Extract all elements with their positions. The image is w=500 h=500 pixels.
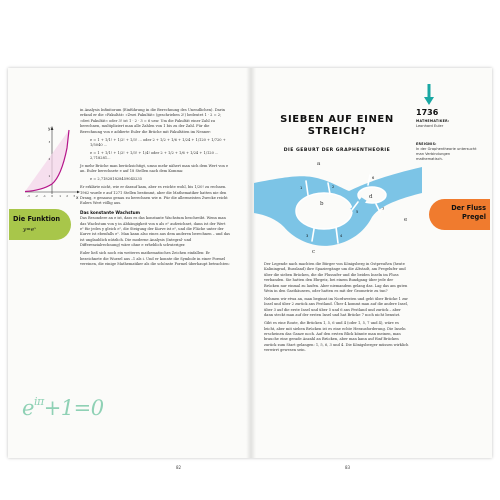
timeline-arrow-icon — [424, 84, 434, 106]
chapter-title — [262, 114, 412, 138]
river-pill-line-1: Der Fluss — [451, 204, 486, 212]
paragraph: Gibt es eine Route, die Brücken 1, 5, 6 und 4 (oder 1, 5, 7 und 4), wäre es leicht, aber mit sieben Brücken ist es eine echte Herausforderung. Die Inseln erscheinen das Ganze noch. Auf den ersten Blick könnte man meinen, man brauche eine gerade Anzahl an Brücken, aber man kann auf fünf Brücken zurück zum Start gelangen: 1, 5, 6, 3 und 4. Die Königsberger müssen wirklich verwirrt gewesen sein. — [264, 321, 409, 353]
paragraph: Das Besondere an e ist, dass es das konstante Wachstum beschreibt. Wenn man das Wachstum von y in Abhängigkeit von x als eˣ aufzeichnet, dann ist der Wert eˣ für jedes y gleich eˣ, die Steigung der Kurve ist eˣ, und die Fläche unter der Kurve ist ebenfalls eˣ. Man kann also eines aus dem anderen berechnen – und das ist unglaublich nützlich. Die moderne Analysis (Integral- und Differenzialrechnung) wäre ohne e erheblich schwieriger. — [80, 216, 230, 248]
left-page-body — [80, 108, 230, 270]
title-line-2: STREICH? — [307, 126, 367, 137]
euler-value: e = 2,718281828459045235 — [90, 177, 143, 182]
graph-y-label: y — [48, 126, 51, 131]
land-label-b: b — [320, 201, 324, 207]
land-label-e: e — [404, 217, 408, 223]
function-label-pill — [9, 209, 71, 240]
land-label-c: c — [312, 249, 316, 255]
paragraph: in Analysis Infinitorum (Einführung in die Berechnung des Unendlichen). Darin erfand er die »Fakultät« »Zwei Fakultät« (geschrieben 2!) bedeutet 1 · 2 = 2; »drei Fakultät« oder 3! ist 1 · 2 · 3 = 6 usw. Um die Fakultät einer Zahl zu berechnen, multipliziert man alle Zahlen von 1 bis zu der Zahl. Für die Berechnung von e addierte Euler die Brüche mit Fakultäten im Nenner: — [80, 108, 225, 134]
event-value: In der Graphentheorie untersucht man Verbindungen mathematisch. — [416, 147, 477, 161]
bridge-label: 6 — [372, 176, 375, 180]
right-page-body — [264, 262, 409, 356]
paragraph: Der Legende nach machten die Bürger von Königsberg in Ostpreußen (heute Kaliningrad, Russland) ihre Spaziergänge um die Altstadt, am Pregelufer und über die sieben Brücken, die die Flussufer und die beiden Inseln im Fluss verbanden. Sie hatten den Ehrgeiz, bei einem Rundgang über jede der Brücken nur einmal zu laufen. Aber niemandem gelang das. Lag das am guten Wein in den Gasthäusern, oder hatten es mit der Geometrie zu tun? — [264, 262, 408, 294]
page-number-right: 83 — [345, 465, 351, 470]
paragraph: Je mehr Brüche man berücksichtigt, umso mehr nähert man sich dem Wert von e an. Euler berechnete e auf 18 Stellen nach dem Komma: — [80, 164, 229, 174]
paragraph: Er erklärte nicht, wie er darauf kam, aber es reichte wohl, bis 1/20! zu rechnen. 1962 wurde e auf 1271 Stellen bestimmt, aber die Mathematiker hatten nie den Drang, e genauso genau zu berechnen wie π. Für die allermeisten Zwecke reicht Eulers Wert völlig aus. — [80, 185, 228, 206]
y-tick: 3 — [48, 140, 51, 144]
bridge-label: 1 — [300, 186, 303, 190]
euler-exponent: iπ — [33, 395, 44, 408]
euler-base: e — [22, 396, 34, 420]
bridge-label: 5 — [356, 210, 359, 214]
euler-rest: +1=0 — [43, 396, 104, 420]
x-tick: 1 — [59, 194, 61, 198]
formula: e = 1 + 1/1! + 1/2! + 1/3! + 1/4! oder 2 + 1/2 + 1/6 + 1/24 + 1/120 ... 2,718281... — [90, 150, 219, 161]
land-label-d: d — [369, 194, 373, 200]
formula: e = 1 + 1/1! + 1/2! + 1/3! ... oder 2 + 1/2 + 1/6 + 1/24 + 1/120 + 1/720 + 1/5040 ... — [90, 137, 226, 148]
bridge-label: 4 — [340, 234, 343, 238]
section-heading: Das konstante Wachstum — [80, 209, 140, 215]
y-tick: 2 — [48, 157, 51, 161]
exponential-graph — [23, 122, 81, 204]
euler-identity — [22, 396, 104, 420]
x-tick: -2 — [35, 194, 38, 198]
x-tick: -1 — [43, 194, 46, 198]
bridge-label: 7 — [382, 207, 385, 211]
x-tick: 3 — [73, 194, 75, 198]
pill-formula: y=eˣ — [23, 227, 37, 233]
land-label-a: a — [317, 161, 321, 167]
page-number-left: 82 — [176, 465, 182, 470]
x-tick: -3 — [27, 194, 30, 198]
river-pill-title — [442, 204, 486, 222]
paragraph: Euler ließ sich noch ein weiteres mathematisches Zeichen einfallen: Er bezeichnete die Wurzel aus –1 als i. Und er konnte die Symbole in einer Formel vereinen, die einige Mathematiker als die schönste Formel überhaupt betrachten: — [80, 251, 230, 267]
paragraph: Nehmen wir etwa an, man beginnt im Nordwesten und geht über Brücke 1 zur Insel und über 2 zurück ans Festland. Über 4 kommt man auf die andere Insel, über 3 auf die erste Insel und über 5 und 6 ans Festland und zurück – aber dann steckt man auf der ersten Insel und hat Brücke 7 noch nicht benutzt. — [264, 297, 409, 318]
river-pill-line-2: Pregel — [461, 213, 486, 221]
x-tick: 2 — [66, 194, 68, 198]
bridge-label: 3 — [306, 234, 309, 238]
koenigsberg-bridges-diagram — [254, 155, 422, 255]
book-spine — [246, 68, 256, 458]
x-tick: 0 — [51, 194, 53, 198]
title-line-1: SIEBEN AUF EINEN — [280, 114, 394, 125]
event-label: EREIGNIS: — [416, 142, 437, 146]
pill-title: Die Funktion — [13, 215, 61, 223]
y-tick: 1 — [48, 174, 51, 178]
bridge-label: 2 — [332, 185, 335, 189]
mathematician-label: MATHEMATIKER: — [416, 119, 450, 123]
timeline-year: 1736 — [416, 108, 439, 117]
chapter-subtitle: DIE GEBURT DER GRAPHENTHEORIE — [283, 148, 391, 153]
mathematician-value: Leonhard Euler — [416, 124, 444, 128]
graph-x-label: x — [76, 195, 79, 200]
river-label-pill — [429, 199, 490, 230]
